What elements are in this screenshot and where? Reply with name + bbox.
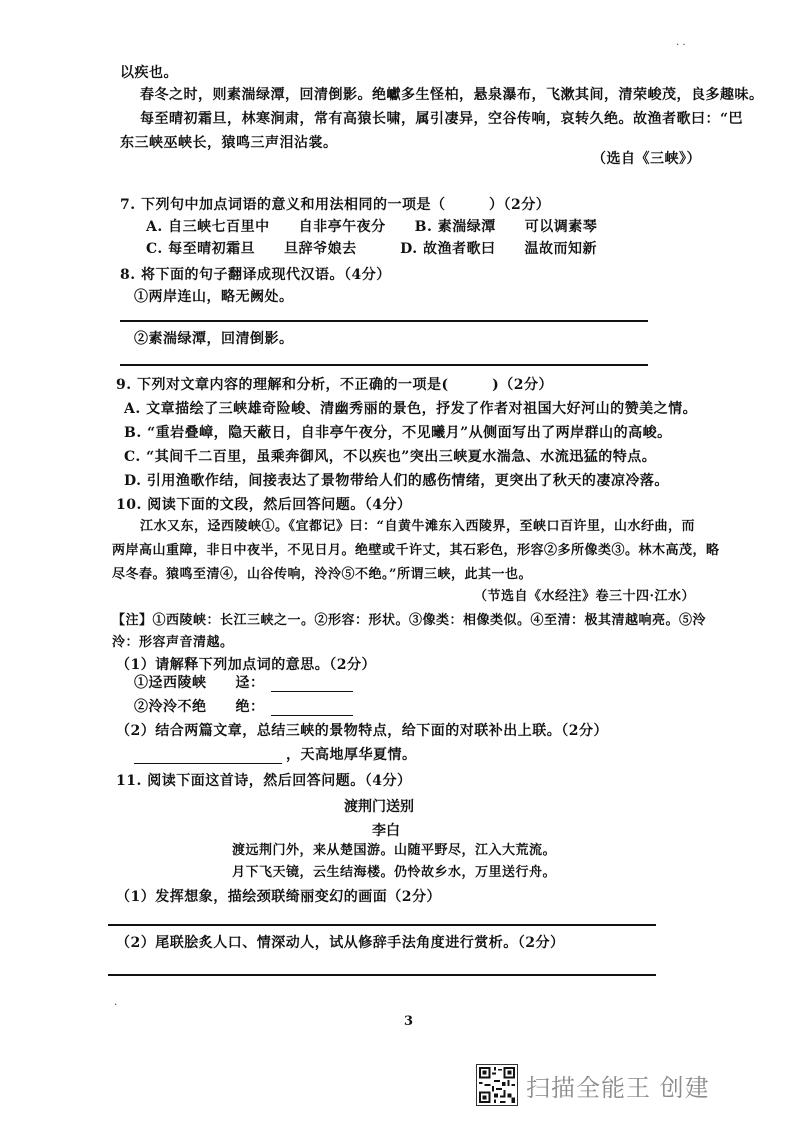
annotation-note: 泠：形容声音清越。 [112,635,234,650]
question-9-option: C. “其间千二百里，虽乘奔御风，不以疾也”突出三峡夏水湍急、水流迅猛的特点。 [124,449,657,465]
scan-speck: · · [676,40,686,51]
classical-text-line: 尽冬春。猿鸣至清④，山谷传响，泠泠⑤不绝。”所谓三峡，此其一也。 [112,567,532,582]
classical-text-line: 江水又东，迳西陵峡①。《宜都记》曰：“自黄牛滩东入西陵界，至峡口百许里，山水纡曲，而 [140,519,695,534]
annotation-note: 【注】①西陵峡：长江三峡之一。②形容：形状。③像类：相像类似。④至清：极其清越响亮。⑤泠 [112,613,707,628]
question-10-1: （1）请解释下列加点词的意思。（2分） [116,657,376,673]
classical-text-line: 两岸高山重障，非日中夜半，不见日月。绝壁或千许丈，其石彩色，形容②多所像类③。林木高茂，略 [112,543,720,558]
question-10-1-item-text: ①迳西陵峡 迳： [134,675,265,691]
question-9: 9. 下列对文章内容的理解和分析，不正确的一项是( )（2分） [116,377,553,393]
poem-line: 渡远荆门外，来从楚国游。山随平野尽，江入大荒流。 [232,843,557,858]
question-7-options-cd: C. 每至晴初霜旦 旦辞爷娘去 D. 故渔者歌曰 温故而知新 [146,241,598,257]
couplet-text: ，天高地厚华夏情。 [286,747,417,763]
passage-line: 东三峡巫峡长，猿鸣三声泪沾裳。 [120,135,338,151]
page-number: 3 [404,1014,414,1029]
question-7: 7. 下列句中加点词语的意义和用法相同的一项是（ ）（2分） [120,197,551,213]
fill-blank[interactable] [271,701,353,716]
poem-author: 李白 [372,823,400,839]
passage-line: 每至晴初霜旦，林寒涧肃，常有高猿长啸，属引凄异，空谷传响，哀转久绝。故渔者歌曰：“巴 [140,111,744,127]
scan-speck: · [114,1000,118,1011]
passage-source: （选自《三峡》） [592,151,701,167]
qr-code-icon [476,1064,518,1106]
answer-line [120,364,648,366]
question-8: 8. 将下面的句子翻译成现代汉语。（4分） [120,267,391,283]
watermark-text: 扫描全能王 创建 [526,1074,710,1102]
passage-line: 以疾也。 [120,65,178,81]
question-11-1: （1）发挥想象，描绘颈联绮丽变幻的画面（2分） [116,889,441,905]
question-9-option: B. “重岩叠嶂，隐天蔽日，自非亭午夜分，不见曦月”从侧面写出了两岸群山的高峻。 [124,425,672,441]
question-10-2: （2）结合两篇文章，总结三峡的景物特点，给下面的对联补出上联。（2分） [116,723,608,739]
question-8-item: ①两岸连山，略无阙处。 [134,289,294,305]
question-9-option: A. 文章描绘了三峡雄奇险峻、清幽秀丽的景色，抒发了作者对祖国大好河山的赞美之情。 [124,401,698,417]
fill-blank[interactable] [134,749,282,764]
couplet-line [134,746,417,764]
poem-title: 渡荆门送别 [344,799,414,815]
question-8-item: ②素湍绿潭，回清倒影。 [134,331,294,347]
fill-blank[interactable] [271,677,353,692]
question-9-option: D. 引用渔歌作结，间接表达了景物带给人们的感伤情绪，更突出了秋天的凄凉冷落。 [124,473,669,489]
passage-line: 春冬之时，则素湍绿潭，回清倒影。绝巘多生怪柏，悬泉瀑布，飞漱其间，清荣峻茂，良多趣味。 [140,87,764,103]
answer-line [120,320,648,322]
question-11-2: （2）尾联脍炙人口、情深动人，试从修辞手法角度进行赏析。（2分） [116,935,565,951]
answer-line [108,924,656,926]
poem-line: 月下飞天镜，云生结海楼。仍怜故乡水，万里送行舟。 [232,865,557,880]
question-10-1-item [134,674,353,692]
classical-text-source: （节选自《水经注》卷三十四·江水） [474,589,696,604]
question-10-1-item-text: ②泠泠不绝 绝： [134,699,265,715]
question-10: 10. 阅读下面的文段，然后回答问题。（4分） [116,497,412,513]
answer-line [108,974,656,976]
question-10-1-item [134,698,353,716]
question-7-options-ab: A. 自三峡七百里中 自非亭午夜分 B. 素湍绿潭 可以调素琴 [146,219,598,235]
question-11: 11. 阅读下面这首诗，然后回答问题。（4分） [116,773,412,789]
